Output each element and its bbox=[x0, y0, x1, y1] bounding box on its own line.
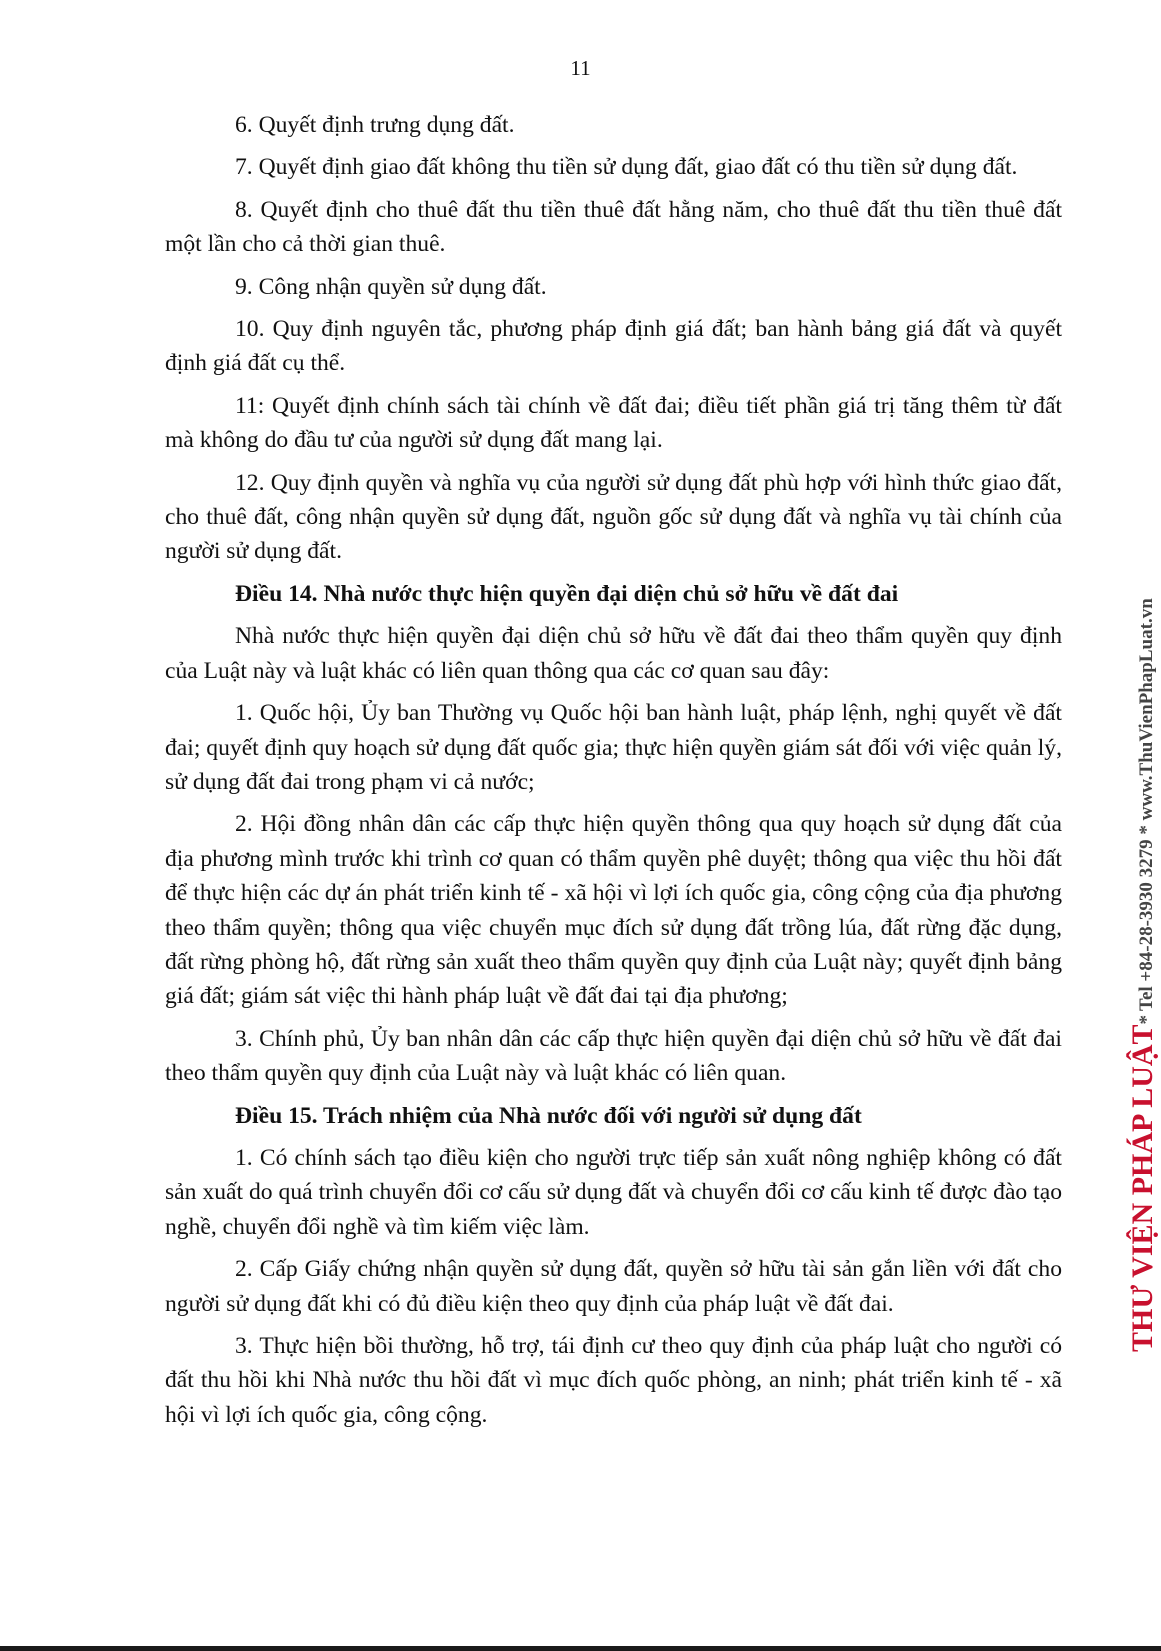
paragraph: 12. Quy định quyền và nghĩa vụ của người sử dụng đất phù hợp với hình thức giao đất, cho thuê đất, công nhận quyền sử dụng đất, nguồn gốc sử dụng đất và nghĩa vụ tài chính của người sử dụng đất. bbox=[165, 469, 1062, 565]
article-heading: Điều 14. Nhà nước thực hiện quyền đại diện chủ sở hữu về đất đai bbox=[235, 580, 899, 607]
paragraph: 6. Quyết định trưng dụng đất. bbox=[235, 112, 515, 138]
paragraph: 9. Công nhận quyền sử dụng đất. bbox=[235, 273, 547, 300]
paragraph: 2. Hội đồng nhân dân các cấp thực hiện quyền thông qua quy hoạch sử dụng đất của địa phương mình trước khi trình cơ quan có thẩm quyền phê duyệt; thông qua việc thu hồi đất để thực hiện các dự án phát triển kinh tế - xã hội vì lợi ích quốc gia, công cộng của địa phương theo thẩm quyền; thông qua việc chuyển mục đích sử dụng đất trồng lúa, đất rừng đặc dụng, đất rừng phòng hộ, đất rừng sản xuất theo thẩm quyền quy định của Luật này; quyết định bảng giá đất; giám sát việc thi hành pháp luật về đất đai tại địa phương; bbox=[165, 811, 1062, 1010]
paragraph: 8. Quyết định cho thuê đất thu tiền thuê đất hằng năm, cho thuê đất thu tiền thuê đất một lần cho cả thời gian thuê. bbox=[165, 196, 1062, 258]
paragraph: 10. Quy định nguyên tắc, phương pháp định giá đất; ban hành bảng giá đất và quyết định giá đất cụ thể. bbox=[165, 316, 1062, 377]
paragraph: 1. Có chính sách tạo điều kiện cho người trực tiếp sản xuất nông nghiệp không có đất sản xuất do quá trình chuyển đổi cơ cấu sử dụng đất và chuyển đổi cơ cấu kinh tế được đào tạo nghề, chuyển đổi nghề và tìm kiếm việc làm. bbox=[165, 1144, 1062, 1240]
watermark-separator: * bbox=[1136, 1014, 1157, 1025]
scan-edge-divider bbox=[0, 1646, 1161, 1651]
watermark-brand: THƯ VIỆN PHÁP LUẬT bbox=[1126, 1024, 1159, 1352]
paragraph: 3. Thực hiện bồi thường, hỗ trợ, tái định cư theo quy định của pháp luật cho người có đất thu hồi khi Nhà nước thu hồi đất vì mục đích quốc phòng, an ninh; phát triển kinh tế - xã hội vì lợi ích quốc gia, công cộng. bbox=[165, 1333, 1062, 1428]
paragraph: 2. Cấp Giấy chứng nhận quyền sử dụng đất, quyền sở hữu tài sản gắn liền với đất cho người sử dụng đất khi có đủ điều kiện theo quy định của pháp luật về đất đai. bbox=[165, 1256, 1062, 1317]
paragraph: 11: Quyết định chính sách tài chính về đất đai; điều tiết phần giá trị tăng thêm từ đất mà không do đầu tư của người sử dụng đất mang lại. bbox=[165, 392, 1062, 454]
watermark-contact: Tel +84-28-3930 3279 * www.ThuVienPhapLuat.vn bbox=[1136, 598, 1157, 1011]
paragraph: 7. Quyết định giao đất không thu tiền sử dụng đất, giao đất có thu tiền sử dụng đất. bbox=[235, 154, 1018, 181]
watermark-sidebar bbox=[1126, 598, 1160, 1352]
paragraph: 1. Quốc hội, Ủy ban Thường vụ Quốc hội ban hành luật, pháp lệnh, nghị quyết về đất đai; quyết định quy hoạch sử dụng đất quốc gia; thực hiện quyền giám sát đối với việc quản lý, sử dụng đất đai trong phạm vi cả nước; bbox=[165, 700, 1062, 795]
page-number: 11 bbox=[570, 56, 591, 80]
paragraph: Nhà nước thực hiện quyền đại diện chủ sở hữu về đất đai theo thẩm quyền quy định của Luật này và luật khác có liên quan thông qua các cơ quan sau đây: bbox=[165, 623, 1062, 684]
document-body bbox=[165, 108, 1062, 1440]
paragraph: 3. Chính phủ, Ủy ban nhân dân các cấp thực hiện quyền đại diện chủ sở hữu về đất đai theo thẩm quyền quy định của Luật này và luật khác có liên quan. bbox=[165, 1025, 1062, 1087]
article-heading: Điều 15. Trách nhiệm của Nhà nước đối với người sử dụng đất bbox=[235, 1102, 862, 1129]
